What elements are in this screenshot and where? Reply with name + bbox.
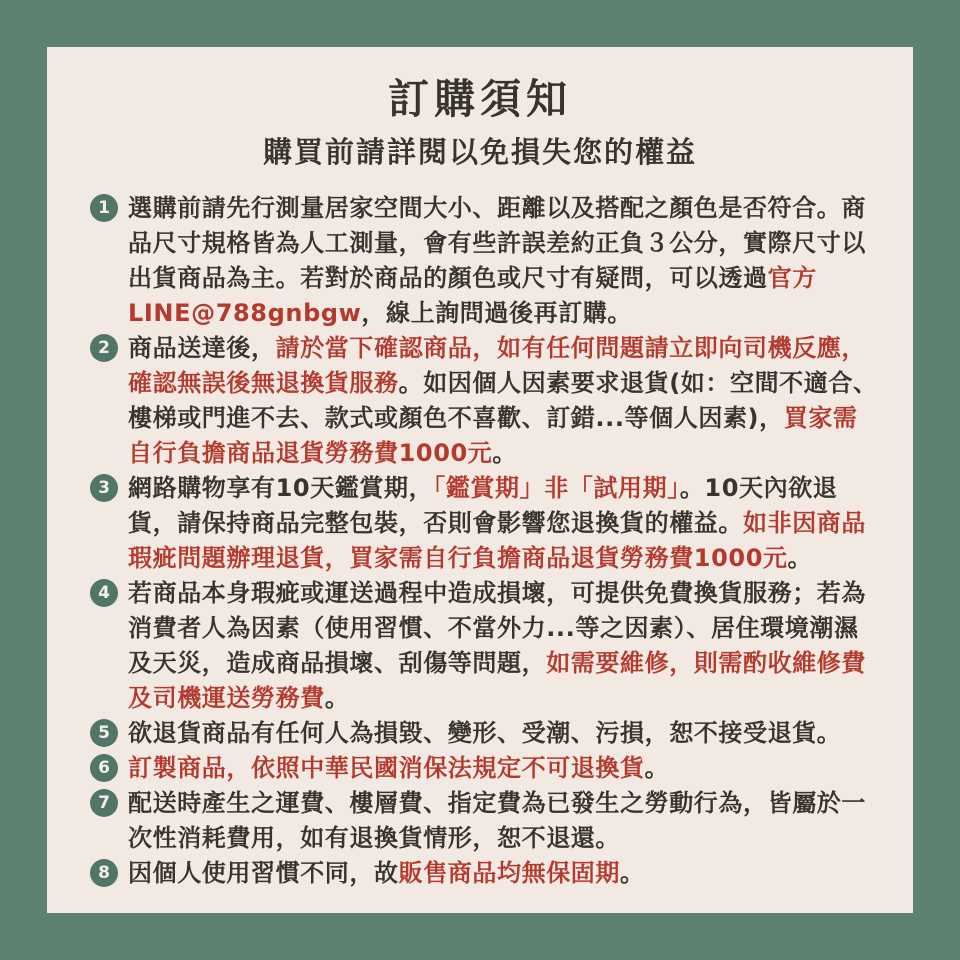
notice-text [128, 471, 880, 576]
notice-number-badge: 7 [90, 789, 118, 817]
notice-text [128, 576, 880, 716]
notice-text-segment: 。 [787, 544, 813, 572]
notice-text-segment: 「鑑賞期」非「試用期」 [433, 474, 680, 502]
notice-text-segment: 官方LINE@788gnbgw [128, 264, 817, 327]
page-subtitle: 購買前請詳閱以免損失您的權益 [262, 135, 697, 169]
notice-text [128, 751, 880, 786]
notice-item [90, 856, 913, 891]
notice-text-segment: 商品送達後， [128, 334, 276, 362]
notice-list [90, 191, 913, 891]
notice-text-segment: 網路購物享有10天鑑賞期， [128, 474, 434, 502]
notice-text-segment: ，線上詢問過後再訂購。 [361, 299, 633, 327]
notice-number-badge: 2 [90, 334, 118, 362]
notice-text-segment: 如非因商品瑕疵問題辦理退貨，買家需自行負擔商品退貨勞務費1000元 [128, 509, 866, 572]
notice-text-segment: 。 [324, 684, 350, 712]
notice-text [128, 716, 880, 751]
notice-text [128, 191, 880, 331]
notice-number-badge: 3 [90, 474, 118, 502]
notice-item [90, 331, 913, 471]
notice-text-segment: 選購前請先行測量居家空間大小、距離以及搭配之顏色是否符合。商品尺寸規格皆為人工測量，會有些許誤差約正負３公分，實際尺寸以出貨商品為主。若對於商品的顏色或尺寸有疑問，可以透過 [128, 194, 866, 292]
notice-text-segment: 如需要維修，則需酌收維修費及司機運送勞務費 [128, 649, 867, 712]
notice-number-badge: 5 [90, 719, 118, 747]
notice-number-badge: 1 [90, 194, 118, 222]
notice-text-segment: 因個人使用習慣不同，故 [128, 859, 399, 887]
notice-text-segment: 。如因個人因素要求退貨(如：空間不適合、樓梯或門進不去、款式或顏色不喜歡、訂錯...等個人因素)， [128, 369, 878, 432]
notice-text [128, 856, 880, 891]
page-title: 訂購須知 [388, 75, 572, 123]
notice-number-badge: 8 [90, 859, 118, 887]
notice-item [90, 786, 913, 856]
notice-item [90, 576, 913, 716]
notice-text-segment: 。 [620, 859, 645, 887]
notice-text-segment: 若商品本身瑕疵或運送過程中造成損壞，可提供免費換貨服務；若為消費者人為因素（使用習慣、不當外力...等之因素）、居住環境潮濕及天災，造成商品損壞、刮傷等問題， [128, 579, 866, 677]
notice-text-segment: 。 [492, 439, 518, 467]
notice-text-segment: 販售商品均無保固期 [398, 859, 621, 887]
notice-item [90, 471, 913, 576]
notice-text-segment: 欲退貨商品有任何人為損毀、變形、受潮、污損，恕不接受退貨。 [128, 719, 842, 747]
notice-number-badge: 4 [90, 579, 118, 607]
notice-text-segment: 請於當下確認商品，如有任何問題請立即向司機反應，確認無誤後無退換貨服務 [128, 334, 867, 397]
notice-text-segment: 買家需自行負擔商品退貨勞務費1000元 [128, 404, 858, 467]
notice-text-segment: 。10天內欲退貨，請保持商品完整包裝，否則會影響您退換貨的權益。 [128, 474, 838, 537]
notice-panel [47, 47, 913, 913]
notice-number-badge: 6 [90, 754, 118, 782]
notice-text-segment: 訂製商品，依照中華民國消保法規定不可退換貨 [128, 754, 645, 782]
notice-text-segment: 。 [644, 754, 670, 782]
notice-item [90, 716, 913, 751]
notice-item [90, 191, 913, 331]
notice-text-segment: 配送時產生之運費、樓層費、指定費為已發生之勞動行為，皆屬於一次性消耗費用，如有退換貨情形，恕不退還。 [128, 789, 866, 852]
notice-item [90, 751, 913, 786]
notice-text [128, 331, 880, 471]
notice-text [128, 786, 880, 856]
